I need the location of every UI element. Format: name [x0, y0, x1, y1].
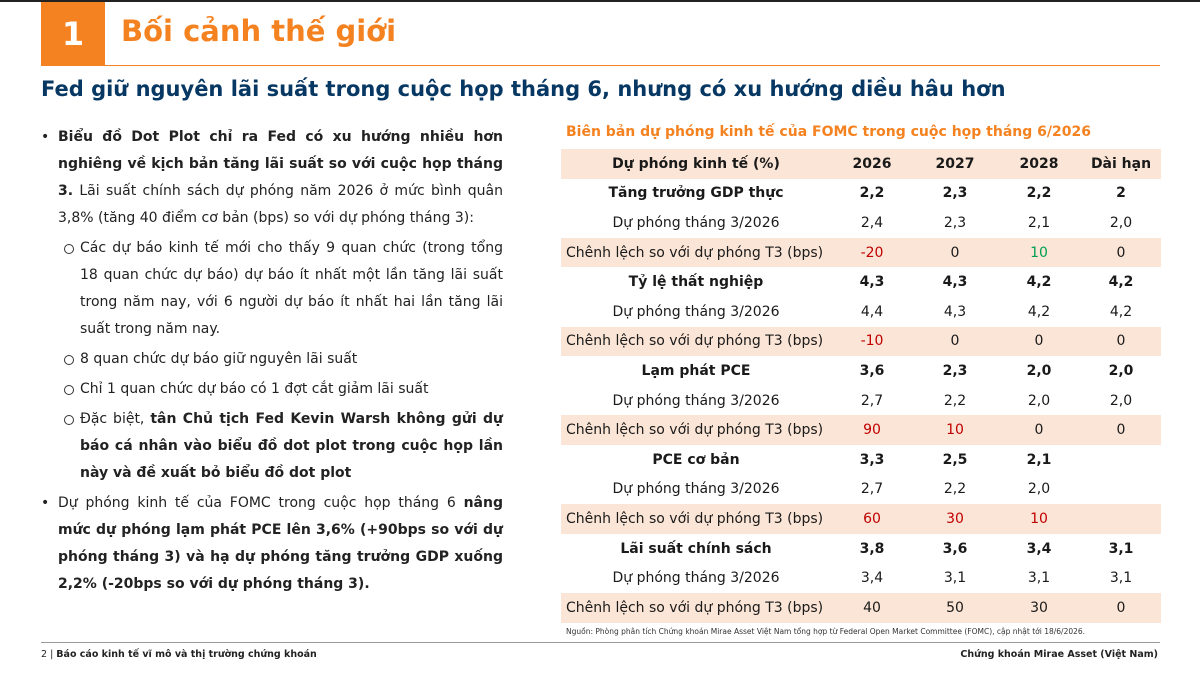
value-cell: 2,0 — [1108, 362, 1134, 379]
value-cell: -20 — [831, 238, 913, 268]
value-cell: 2,5 — [942, 451, 968, 468]
row-label: Chênh lệch so với dự phóng T3 (bps) — [561, 238, 831, 268]
section-title: Bối cảnh thế giới — [121, 14, 397, 48]
table-header-row — [561, 149, 1161, 179]
header-cell: 2028 — [997, 149, 1081, 179]
sub-bullet-prefix: Đặc biệt, — [80, 411, 151, 427]
bullet-bold-text: Biểu đồ Dot Plot chỉ ra Fed có xu hướng nhiều hơn nghiêng về kịch bản tăng lãi suất so với cuộc họp tháng 3. — [58, 129, 503, 199]
bullet-fomc-projection — [41, 490, 503, 598]
value-cell: 4,3 — [942, 274, 968, 291]
table-row-prev — [561, 475, 1161, 505]
value-cell: 30 — [997, 593, 1081, 623]
value-cell: 2,2 — [943, 481, 967, 498]
value-cell: 2,2 — [943, 392, 967, 409]
value-cell: 3,4 — [1026, 540, 1052, 557]
value-cell: 3,6 — [942, 540, 968, 557]
value-cell: 10 — [997, 238, 1081, 268]
value-cell: 10 — [997, 504, 1081, 534]
value-cell: 0 — [913, 238, 997, 268]
value-cell: 2 — [1116, 185, 1126, 202]
value-cell: 10 — [913, 415, 997, 445]
row-label: Dự phóng tháng 3/2026 — [612, 214, 780, 231]
table-row-diff — [561, 415, 1161, 445]
value-cell: 3,4 — [860, 570, 884, 587]
value-cell: 30 — [913, 504, 997, 534]
value-cell: 2,2 — [859, 185, 885, 202]
table-row-main — [561, 445, 1161, 475]
value-cell: 2,0 — [1109, 392, 1133, 409]
value-cell: 2,3 — [942, 185, 968, 202]
row-label: Lạm phát PCE — [641, 362, 751, 379]
table-source-note: Nguồn: Phòng phân tích Chứng khoán Mirae Asset Việt Nam tổng hợp từ Federal Open Market Committee (FOMC), cập nhật tới 18/6/2026. — [566, 627, 1086, 636]
value-cell: 3,8 — [859, 540, 885, 557]
sub-bullet-bold-text: tân Chủ tịch Fed Kevin Warsh không gửi dự báo cá nhân vào biểu đồ dot plot trong cuộc họp lần này và đề xuất bỏ biểu đồ dot plot — [80, 411, 503, 481]
value-cell: 2,7 — [860, 392, 884, 409]
value-cell: 3,1 — [1109, 570, 1133, 587]
value-cell: 4,2 — [1027, 303, 1051, 320]
sub-bullet-cut: Chỉ 1 quan chức dự báo có 1 đợt cắt giảm lãi suất — [41, 376, 503, 403]
row-label: Dự phóng tháng 3/2026 — [612, 392, 780, 409]
value-cell: 2,2 — [1026, 185, 1052, 202]
row-label: Dự phóng tháng 3/2026 — [612, 303, 780, 320]
value-cell: 2,4 — [860, 214, 884, 231]
value-cell: 4,2 — [1026, 274, 1052, 291]
value-cell: -10 — [831, 327, 913, 357]
sub-bullet-warsh — [41, 406, 503, 487]
table-row-main — [561, 179, 1161, 209]
value-cell: 4,3 — [859, 274, 885, 291]
row-label: Chênh lệch so với dự phóng T3 (bps) — [561, 504, 831, 534]
value-cell: 3,1 — [943, 570, 967, 587]
value-cell: 90 — [831, 415, 913, 445]
fomc-projection-table — [561, 149, 1161, 623]
value-cell: 2,0 — [1027, 481, 1051, 498]
table-row-main — [561, 534, 1161, 564]
row-label: Chênh lệch so với dự phóng T3 (bps) — [561, 415, 831, 445]
headline: Fed giữ nguyên lãi suất trong cuộc họp tháng 6, nhưng có xu hướng diều hâu hơn — [41, 77, 1006, 101]
value-cell: 4,3 — [943, 303, 967, 320]
page-number: 2 | — [41, 649, 57, 660]
value-cell: 2,0 — [1027, 392, 1051, 409]
value-cell: 4,2 — [1109, 303, 1133, 320]
value-cell: 0 — [997, 415, 1081, 445]
value-cell: 0 — [997, 327, 1081, 357]
row-label: Chênh lệch so với dự phóng T3 (bps) — [561, 327, 831, 357]
footer-company: Chứng khoán Mirae Asset (Việt Nam) — [960, 649, 1158, 660]
value-cell: 0 — [1081, 327, 1161, 357]
bullet-bold-text: nâng mức dự phóng lạm phát PCE lên 3,6% (+90bps so với dự phóng tháng 3) và hạ dự phóng tăng trưởng GDP xuống 2,2% (-20bps so với dự phóng tháng 3). — [58, 495, 503, 592]
footer-report-title — [41, 649, 317, 660]
value-cell: 3,6 — [859, 362, 885, 379]
report-title: Báo cáo kinh tế vĩ mô và thị trường chứng khoán — [56, 649, 317, 660]
value-cell: 0 — [1081, 415, 1161, 445]
bullet-dot-plot — [41, 124, 503, 232]
sub-bullet-officials: Các dự báo kinh tế mới cho thấy 9 quan chức (trong tổng 18 quan chức dự báo) dự báo ít nhất một lần tăng lãi suất trong năm nay, với 6 người dự báo ít nhất hai lần tăng lãi suất trong năm nay. — [41, 235, 503, 343]
value-cell: 4,2 — [1108, 274, 1134, 291]
table-row-prev — [561, 208, 1161, 238]
value-cell — [1081, 445, 1161, 475]
table-row-prev — [561, 563, 1161, 593]
value-cell: 2,0 — [1026, 362, 1052, 379]
footer-divider — [41, 642, 1160, 643]
table-row-main — [561, 356, 1161, 386]
value-cell: 2,3 — [943, 214, 967, 231]
row-label: Tăng trưởng GDP thực — [608, 185, 784, 202]
table-row-main — [561, 267, 1161, 297]
value-cell: 50 — [913, 593, 997, 623]
bullet-text: Lãi suất chính sách dự phóng năm 2026 ở mức bình quân 3,8% (tăng 40 điểm cơ bản (bps) so với dự phóng tháng 3): — [58, 183, 503, 226]
value-cell: 40 — [831, 593, 913, 623]
table-row-diff — [561, 504, 1161, 534]
header-cell: Dài hạn — [1081, 149, 1161, 179]
value-cell: 3,1 — [1027, 570, 1051, 587]
title-divider — [41, 65, 1160, 66]
top-border — [0, 0, 1200, 2]
row-label: Lãi suất chính sách — [620, 540, 772, 557]
value-cell: 0 — [1081, 593, 1161, 623]
table-row-prev — [561, 386, 1161, 416]
table-row-diff — [561, 327, 1161, 357]
row-label: Dự phóng tháng 3/2026 — [612, 570, 780, 587]
section-number: 1 — [41, 2, 105, 66]
value-cell — [1081, 504, 1161, 534]
header-cell: 2026 — [831, 149, 913, 179]
row-label: Tỷ lệ thất nghiệp — [628, 274, 764, 291]
value-cell: 0 — [1081, 238, 1161, 268]
commentary-column — [41, 124, 503, 598]
value-cell: 3,3 — [859, 451, 885, 468]
value-cell: 4,4 — [860, 303, 884, 320]
value-cell: 60 — [831, 504, 913, 534]
value-cell — [1081, 475, 1161, 505]
value-cell: 2,3 — [942, 362, 968, 379]
bullet-text: Dự phóng kinh tế của FOMC trong cuộc họp tháng 6 — [58, 495, 464, 511]
row-label: Chênh lệch so với dự phóng T3 (bps) — [561, 593, 831, 623]
sub-bullet-hold: 8 quan chức dự báo giữ nguyên lãi suất — [41, 346, 503, 373]
header-cell: 2027 — [913, 149, 997, 179]
value-cell: 2,0 — [1109, 214, 1133, 231]
value-cell: 2,7 — [860, 481, 884, 498]
row-label: PCE cơ bản — [652, 451, 740, 468]
value-cell: 3,1 — [1108, 540, 1134, 557]
table-title: Biên bản dự phóng kinh tế của FOMC trong cuộc họp tháng 6/2026 — [566, 124, 1091, 140]
value-cell: 2,1 — [1027, 214, 1051, 231]
table-row-diff — [561, 593, 1161, 623]
row-label: Dự phóng tháng 3/2026 — [612, 481, 780, 498]
value-cell: 0 — [913, 327, 997, 357]
value-cell: 2,1 — [1026, 451, 1052, 468]
table-row-diff — [561, 238, 1161, 268]
table-row-prev — [561, 297, 1161, 327]
header-cell: Dự phóng kinh tế (%) — [561, 149, 831, 179]
